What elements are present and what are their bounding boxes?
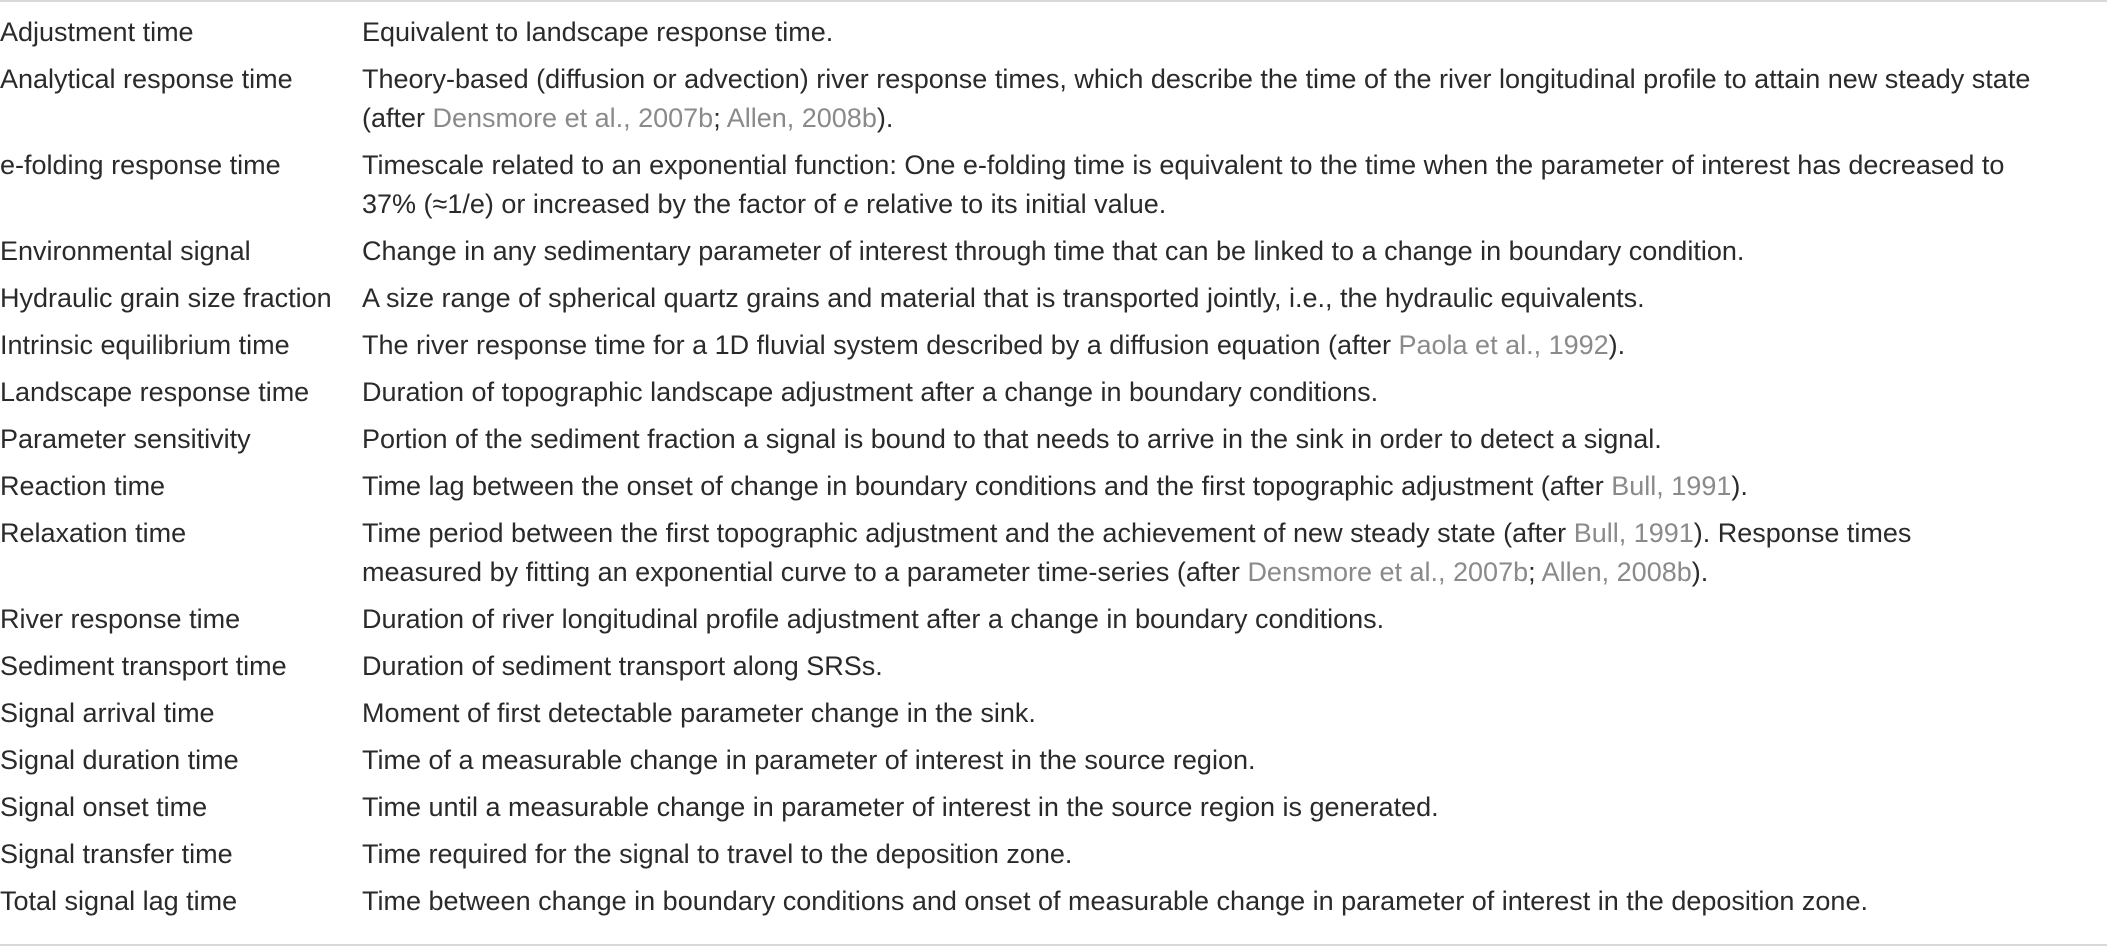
glossary-term: Intrinsic equilibrium time — [0, 330, 290, 360]
glossary-term: Sediment transport time — [0, 651, 287, 681]
table-row — [0, 146, 2107, 224]
table-row — [0, 600, 2107, 639]
glossary-definition — [362, 467, 2107, 506]
definition-line — [362, 373, 2107, 412]
definition-text: ). Response times — [1693, 518, 1912, 548]
definition-text: ). — [1691, 557, 1709, 587]
definition-text: (after — [362, 103, 433, 133]
definition-text: Equivalent to landscape response time. — [362, 17, 834, 47]
glossary-definition — [362, 373, 2107, 412]
glossary-term: Total signal lag time — [0, 886, 238, 916]
definition-text: The river response time for a 1D fluvial system described by a diffusion equation (after — [362, 330, 1399, 360]
table-row — [0, 420, 2107, 459]
glossary-term: Signal arrival time — [0, 698, 215, 728]
definition-text: Portion of the sediment fraction a signal is bound to that needs to arrive in the sink in order to detect a signal. — [362, 424, 1662, 454]
table-row — [0, 13, 2107, 52]
table-row — [0, 647, 2107, 686]
definition-text: A size range of spherical quartz grains and material that is transported jointly, i.e., the hydraulic equivalents. — [362, 283, 1645, 313]
glossary-definition — [362, 835, 2107, 874]
definition-text: Change in any sedimentary parameter of interest through time that can be linked to a change in boundary condition. — [362, 236, 1745, 266]
definition-text: ; — [713, 103, 727, 133]
definition-text: Time of a measurable change in parameter of interest in the source region. — [362, 745, 1256, 775]
definition-line — [362, 232, 2107, 271]
definition-line — [362, 553, 2107, 592]
table-row — [0, 467, 2107, 506]
glossary-definition — [362, 60, 2107, 138]
glossary-definition — [362, 13, 2107, 52]
definition-line — [362, 741, 2107, 780]
definition-line — [362, 279, 2107, 318]
definition-line — [362, 326, 2107, 365]
citation-link[interactable]: Allen, 2008b — [726, 103, 877, 133]
definition-text: Theory-based (diffusion or advection) river response times, which describe the time of the river longitudinal profile to attain new steady state — [362, 64, 2031, 94]
glossary-table — [0, 13, 2107, 929]
definition-text: Duration of topographic landscape adjustment after a change in boundary conditions. — [362, 377, 1379, 407]
glossary-term: Signal duration time — [0, 745, 239, 775]
table-row — [0, 835, 2107, 874]
definition-line — [362, 600, 2107, 639]
glossary-term: River response time — [0, 604, 241, 634]
glossary-term: Analytical response time — [0, 64, 293, 94]
glossary-definition — [362, 788, 2107, 827]
citation-link[interactable]: Densmore et al., 2007b — [1247, 557, 1529, 587]
glossary-term: e-folding response time — [0, 150, 281, 180]
citation-link[interactable]: Bull, 1991 — [1611, 471, 1732, 501]
definition-text: ). — [1608, 330, 1626, 360]
definition-line — [362, 13, 2107, 52]
italic-symbol: e — [843, 189, 859, 219]
citation-link[interactable]: Bull, 1991 — [1573, 518, 1694, 548]
glossary-definition — [362, 647, 2107, 686]
definition-line — [362, 514, 2107, 553]
glossary-term: Relaxation time — [0, 518, 187, 548]
glossary-definition — [362, 146, 2107, 224]
definition-line — [362, 146, 2107, 185]
glossary-definition — [362, 600, 2107, 639]
glossary-definition — [362, 420, 2107, 459]
glossary-term: Environmental signal — [0, 236, 251, 266]
definition-text: Duration of river longitudinal profile adjustment after a change in boundary conditions. — [362, 604, 1385, 634]
definition-text: Time between change in boundary conditions and onset of measurable change in parameter of interest in the deposition zone. — [362, 886, 1868, 916]
glossary-definition — [362, 232, 2107, 271]
table-row — [0, 373, 2107, 412]
table-row — [0, 694, 2107, 733]
definition-line — [362, 420, 2107, 459]
glossary-term: Signal onset time — [0, 792, 208, 822]
definition-text: measured by fitting an exponential curve to a parameter time-series (after — [362, 557, 1248, 587]
glossary-definition — [362, 326, 2107, 365]
table-row — [0, 326, 2107, 365]
citation-link[interactable]: Paola et al., 1992 — [1398, 330, 1609, 360]
citation-link[interactable]: Densmore et al., 2007b — [432, 103, 714, 133]
glossary-definition — [362, 882, 2107, 921]
definition-line — [362, 185, 2107, 224]
definition-text: 37% (≈1/e) or increased by the factor of — [362, 189, 844, 219]
table-row — [0, 788, 2107, 827]
glossary-definition — [362, 279, 2107, 318]
table-row — [0, 279, 2107, 318]
glossary-term: Landscape response time — [0, 377, 310, 407]
glossary-term: Reaction time — [0, 471, 166, 501]
table-row — [0, 882, 2107, 921]
definition-line — [362, 467, 2107, 506]
table-bottom-rule — [0, 944, 2107, 946]
table-top-rule — [0, 0, 2107, 2]
table-row — [0, 232, 2107, 271]
definition-text: ). — [1731, 471, 1748, 501]
definition-text: Moment of first detectable parameter change in the sink. — [362, 698, 1036, 728]
definition-line — [362, 694, 2107, 733]
glossary-definition — [362, 694, 2107, 733]
citation-link[interactable]: Allen, 2008b — [1541, 557, 1692, 587]
definition-text: Duration of sediment transport along SRSs. — [362, 651, 883, 681]
glossary-term: Adjustment time — [0, 17, 194, 47]
definition-text: Time lag between the onset of change in boundary conditions and the first topographic adjustment (after — [362, 471, 1612, 501]
definition-text: Time until a measurable change in parameter of interest in the source region is generated. — [362, 792, 1439, 822]
definition-text: relative to its initial value. — [858, 189, 1167, 219]
table-row — [0, 60, 2107, 138]
definition-line — [362, 788, 2107, 827]
table-row — [0, 741, 2107, 780]
definition-text: Time period between the first topographic adjustment and the achievement of new steady state (after — [362, 518, 1574, 548]
glossary-term: Hydraulic grain size fraction — [0, 283, 332, 313]
definition-line — [362, 882, 2107, 921]
definition-text: ; — [1528, 557, 1542, 587]
definition-line — [362, 99, 2107, 138]
definition-text: Timescale related to an exponential function: One e-folding time is equivalent to the time when the parameter of interest has decreased to — [362, 150, 2005, 180]
glossary-term: Parameter sensitivity — [0, 424, 251, 454]
table-row — [0, 514, 2107, 592]
definition-line — [362, 60, 2107, 99]
definition-text: ). — [876, 103, 894, 133]
definition-line — [362, 647, 2107, 686]
glossary-definition — [362, 514, 2107, 592]
glossary-definition — [362, 741, 2107, 780]
definition-text: Time required for the signal to travel to the deposition zone. — [362, 839, 1073, 869]
definition-line — [362, 835, 2107, 874]
glossary-term: Signal transfer time — [0, 839, 233, 869]
